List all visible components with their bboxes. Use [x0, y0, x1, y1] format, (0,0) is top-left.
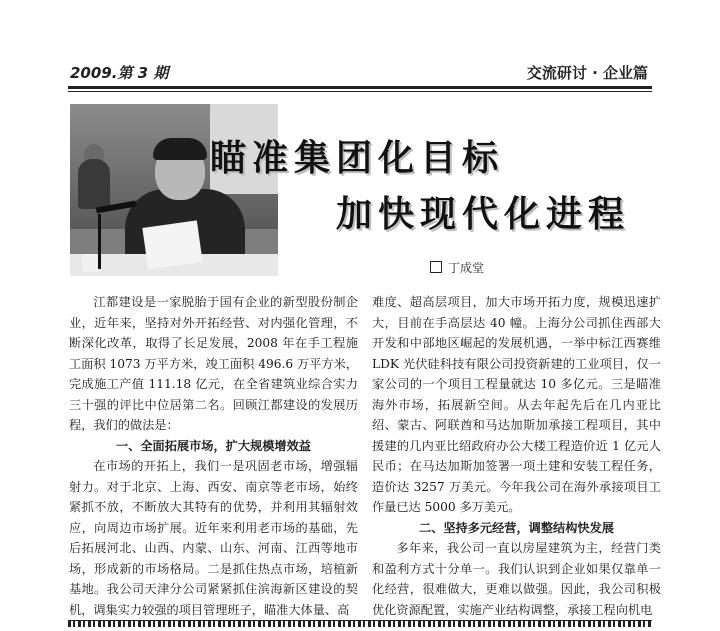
author-name: 丁成堂: [448, 261, 485, 275]
decorative-footer-border: [68, 620, 652, 627]
article-title-line-2: 加快现代化进程: [336, 194, 631, 235]
intro-paragraph: 江都建设是一家脱胎于国有企业的新型股份制企业，近年来，坚持对外开拓经营、对内强化管理，不断深化改革，取得了长足发展，2008 年在手工程施工面积 1073 万平方米，竣工面积 496.6 万平方米，完成施工产值 111.18 亿元，在全省建筑业综合实力三十强的评比中位居第二名。回顾江都建设的发展历程，我们的做法是：: [69, 295, 358, 432]
right-column: [372, 292, 661, 620]
diversification-paragraph: 多年来，我公司一直以房屋建筑为主，经营门类和盈利方式十分单一。我们认识到企业如果仅靠单一化经营，很难做大，更难以做强。因此，我公司积极优化资源配置，实施产业结构调整，承接工程向机电: [372, 541, 661, 617]
market-paragraph: 在市场的开拓上，我们一是巩固老市场，增强辐射力。对于北京、上海、西安、南京等老市场，始终紧抓不放，不断放大其特有的优势，并利用其辐射效应，向周边市场扩展。近年来利用老市场的基础，先后拓展河北、山西、内蒙、山东、河南、江西等地市场，形成新的市场格局。二是抓住热点市场，培植新基地。我公司天津分公司紧紧抓住滨海新区建设的契机，调集实力较强的项目管理班子，瞄准大体量、高: [69, 459, 358, 617]
square-bullet-icon: [430, 261, 442, 273]
left-column: [69, 292, 358, 620]
section-heading-1: 一、全面拓展市场，扩大规模增效益: [116, 438, 311, 453]
section-heading-2: 二、坚持多元经营，调整结构快发展: [419, 520, 614, 535]
section-title: 交流研讨 · 企业篇: [526, 64, 648, 82]
header-divider: [68, 86, 652, 92]
article-title-line-1: 瞄准集团化目标: [210, 138, 505, 179]
market-paragraph-continued: 难度、超高层项目，加大市场开拓力度，规模迅速扩大，目前在手高层达 40 幢。上海分公司抓住西部大开发和中部地区崛起的发展机遇，一举中标江西赛维 LDK 光伏硅科技有限公司投资新建的工业项目，仅一家公司的一个项目工程量就达 10 多亿元。三是瞄准海外市场，拓展新空间。从去年起先后在几内亚比绍、蒙古、阿联酋和马达加斯加承接工程项目，其中援建的几内亚比绍政府办公大楼工程造价近 1 亿元人民币；在马达加斯加签署一项土建和安装工程任务，造价达 3257 万美元。今年我公司在海外承接项目工作量已达 5000 多万美元。: [372, 295, 661, 514]
issue-number: 2009.第 3 期: [70, 64, 169, 82]
author-byline: [430, 259, 484, 276]
